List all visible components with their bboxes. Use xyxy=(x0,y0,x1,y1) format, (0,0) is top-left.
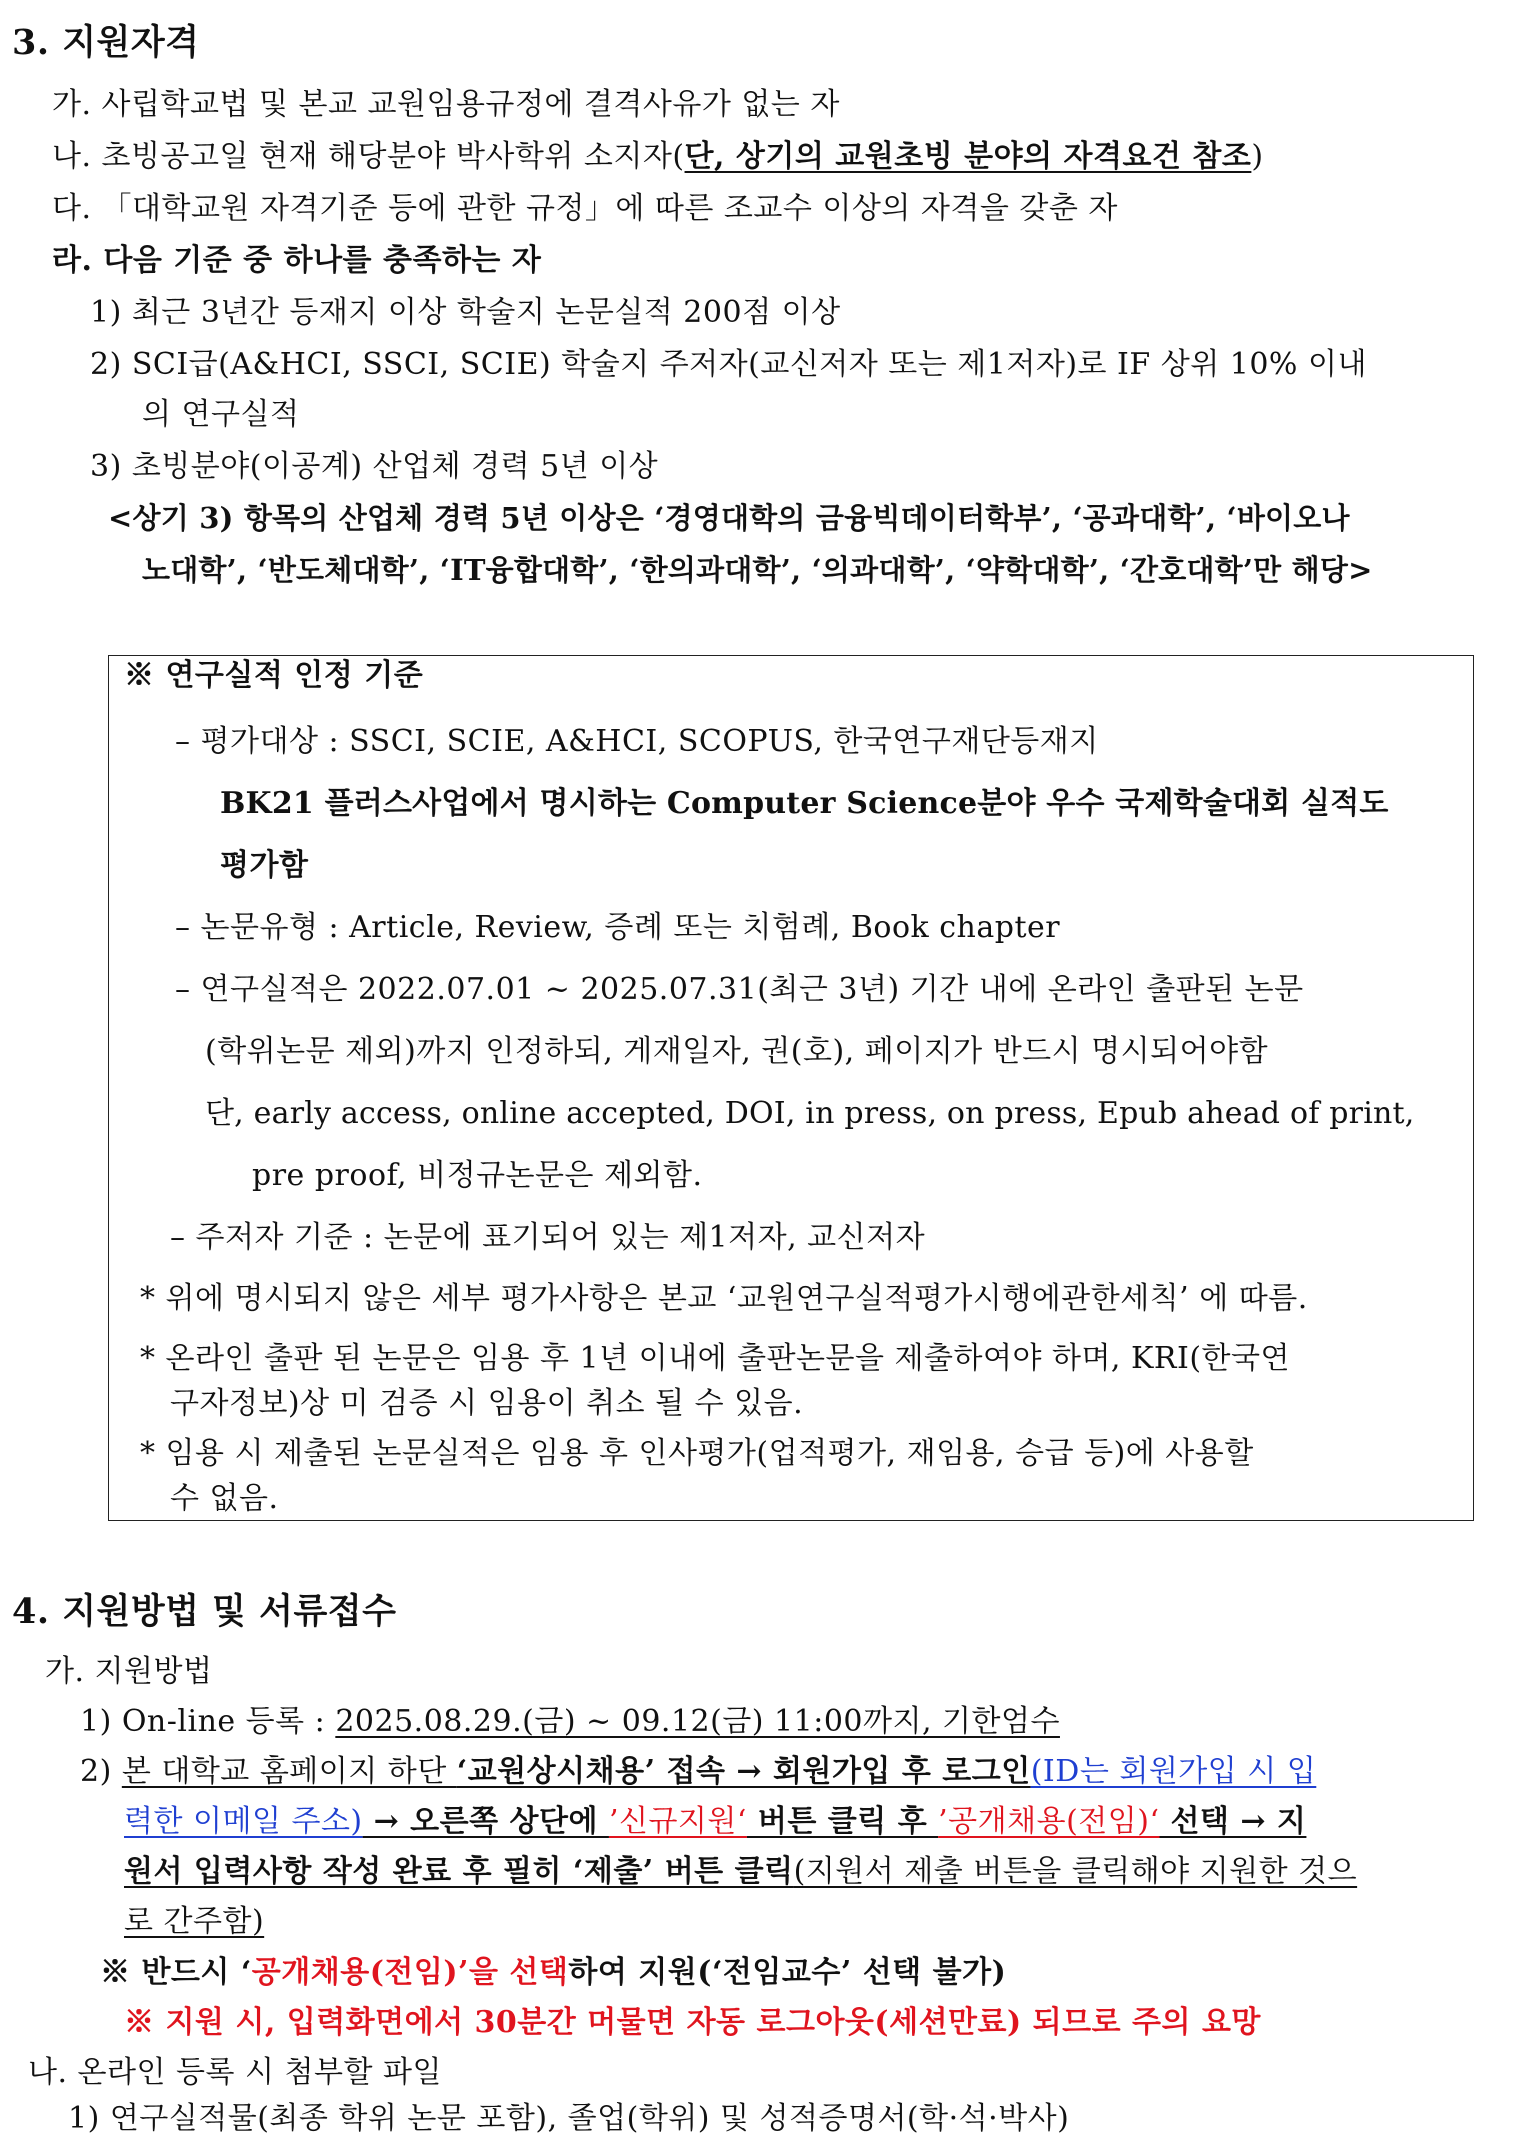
qualification-na-text: 나. 초빙공고일 현재 해당분야 박사학위 소지자( xyxy=(52,139,685,174)
apply-step-2-id-note: (ID는 회원가입 시 입 xyxy=(1030,1754,1317,1789)
criteria-main-author: – 주저자 기준 : 논문에 표기되어 있는 제1저자, 교신저자 xyxy=(170,1220,926,1255)
apply-note-1-suffix: 하여 지원(‘전임교수’ 선택 불가) xyxy=(568,1955,1007,1990)
criteria-note-3: * 임용 시 제출된 논문실적은 임용 후 인사평가(업적평가, 재임용, 승급 등)에 사용할 xyxy=(140,1436,1254,1471)
apply-step-2-open-hiring: ’공개채용(전임)‘ xyxy=(938,1804,1160,1839)
apply-step-2-top-right: → 오른쪽 상단에 xyxy=(362,1804,609,1839)
criteria-bk21-cont: 평가함 xyxy=(220,848,309,883)
apply-step-1-label: 1) On-line 등록 : xyxy=(80,1704,336,1739)
apply-step-2-portal: ‘교원상시채용’ 접속 → 회원가입 후 로그인 xyxy=(456,1754,1031,1789)
criteria-note-2: * 온라인 출판 된 논문은 임용 후 1년 이내에 출판논문을 제출하여야 하며, KRI(한국연 xyxy=(140,1341,1290,1376)
apply-step-2-text: 본 대학교 홈페이지 하단 xyxy=(121,1754,457,1789)
apply-step-2-submit-note: (지원서 제출 버튼을 클릭해야 지원한 것으 xyxy=(793,1854,1358,1889)
qualification-ra-1: 1) 최근 3년간 등재지 이상 학술지 논문실적 200점 이상 xyxy=(90,295,841,330)
apply-step-2-number: 2) xyxy=(80,1754,122,1789)
section-3-title: 3. 지원자격 xyxy=(12,22,200,63)
criteria-box-title: ※ 연구실적 인정 기준 xyxy=(124,658,424,693)
qualification-ra-2: 2) SCI급(A&HCI, SSCI, SCIE) 학술지 주저자(교신저자 또는 제1저자)로 IF 상위 10% 이내 xyxy=(90,347,1367,382)
qualification-ra-2-cont: 의 연구실적 xyxy=(142,397,300,432)
criteria-eval-target: – 평가대상 : SSCI, SCIE, A&HCI, SCOPUS, 한국연구재단등재지 xyxy=(175,724,1099,759)
criteria-note-3-cont: 수 없음. xyxy=(170,1481,279,1516)
criteria-period: – 연구실적은 2022.07.01 ~ 2025.07.31(최근 3년) 기간 내에 온라인 출판된 논문 xyxy=(175,972,1304,1007)
apply-step-2-select: 선택 → 지 xyxy=(1159,1804,1307,1839)
qualification-na-close: ) xyxy=(1251,139,1264,174)
qualification-ra: 라. 다음 기준 중 하나를 충족하는 자 xyxy=(52,243,542,278)
qualification-na-underlined: 단, 상기의 교원초빙 분야의 자격요건 참조 xyxy=(684,139,1252,174)
industry-note-line-1: <상기 3) 항목의 산업체 경력 5년 이상은 ‘경영대학의 금융빅데이터학부’, ‘공과대학’, ‘바이오나 xyxy=(108,501,1350,535)
apply-step-1-deadline: 2025.08.29.(금) ~ 09.12(금) 11:00까지, 기한엄수 xyxy=(335,1704,1060,1739)
apply-note-1-highlight: 공개채용(전임)’을 선택 xyxy=(251,1955,569,1990)
qualification-ra-3: 3) 초빙분야(이공계) 산업체 경력 5년 이상 xyxy=(90,449,659,484)
criteria-exclusions: 단, early access, online accepted, DOI, in press, on press, Epub ahead of print, xyxy=(205,1096,1415,1131)
apply-note-1-prefix: ※ 반드시 ‘ xyxy=(100,1955,252,1990)
apply-step-2-new-apply: ’신규지원‘ xyxy=(608,1804,747,1839)
attachments-item-1: 1) 연구실적물(최종 학위 논문 포함), 졸업(학위) 및 성적증명서(학·석·박사) xyxy=(68,2101,1070,2136)
apply-note-1 xyxy=(100,1953,1006,1993)
criteria-bk21: BK21 플러스사업에서 명시하는 Computer Science분야 우수 국제학술대회 실적도 xyxy=(220,786,1389,821)
industry-note-line-2: 노대학’, ‘반도체대학’, ‘IT융합대학’, ‘한의과대학’, ‘의과대학’, ‘약학대학’, ‘간호대학’만 해당> xyxy=(142,553,1373,587)
apply-method-heading: 가. 지원방법 xyxy=(45,1654,213,1689)
criteria-period-cont: (학위논문 제외)까지 인정하되, 게재일자, 권(호), 페이지가 반드시 명시되어야함 xyxy=(205,1034,1269,1069)
apply-step-2-click: 버튼 클릭 후 xyxy=(746,1804,939,1839)
apply-step-2-line-2 xyxy=(124,1802,1306,1842)
apply-step-2-line-3 xyxy=(124,1852,1357,1892)
qualification-ga: 가. 사립학교법 및 본교 교원임용규정에 결격사유가 없는 자 xyxy=(52,87,840,122)
criteria-exclusions-cont: pre proof, 비정규논문은 제외함. xyxy=(252,1158,703,1193)
apply-step-2-line-1 xyxy=(80,1752,1316,1792)
attachments-heading: 나. 온라인 등록 시 첨부할 파일 xyxy=(28,2055,442,2090)
apply-step-2-line-4: 로 간주함) xyxy=(124,1904,265,1939)
apply-step-1 xyxy=(80,1702,1060,1742)
apply-step-2-submit: 원서 입력사항 작성 완료 후 필히 ‘제출’ 버튼 클릭 xyxy=(124,1854,794,1889)
qualification-da: 다. 「대학교원 자격기준 등에 관한 규정」에 따른 조교수 이상의 자격을 갖춘 자 xyxy=(52,191,1118,226)
apply-note-2: ※ 지원 시, 입력화면에서 30분간 머물면 자동 로그아웃(세션만료) 되므로 주의 요망 xyxy=(124,2005,1261,2040)
criteria-paper-type: – 논문유형 : Article, Review, 증례 또는 치험례, Book chapter xyxy=(175,910,1061,945)
section-4-title: 4. 지원방법 및 서류접수 xyxy=(12,1591,397,1632)
criteria-note-2-cont: 구자정보)상 미 검증 시 임용이 취소 될 수 있음. xyxy=(170,1386,804,1421)
qualification-na xyxy=(52,137,1264,177)
criteria-note-1: * 위에 명시되지 않은 세부 평가사항은 본교 ‘교원연구실적평가시행에관한세칙’ 에 따름. xyxy=(140,1281,1308,1316)
apply-step-2-id-note-cont: 력한 이메일 주소) xyxy=(124,1804,363,1839)
